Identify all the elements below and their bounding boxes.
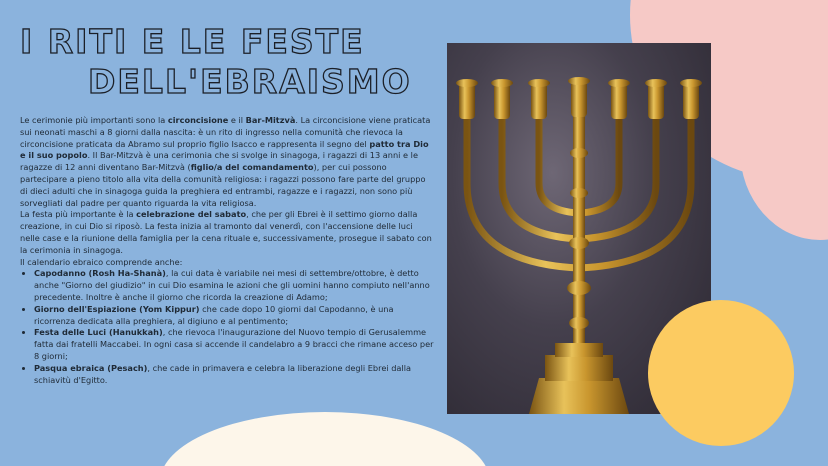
list-item <box>34 363 435 387</box>
decorative-cream-blob <box>160 412 490 466</box>
text-run: , che per gli Ebrei è il settimo giorno dalla creazione, in cui Dio si riposò. La festa inizia al tramonto dal venerdì, con l'accensione delle luci nelle case e la riunione della famiglia per la cena rituale e, successivamente, prosegue il sabato con la cerimonia in sinagoga. <box>20 209 432 255</box>
text-run: . La circoncisione viene praticata sui neonati maschi a 8 giorni dalla nascita: è un rito di ingresso nella comunità che rievoca la circoncisione praticata da Abramo sul proprio figlio Isacco e rappresenta il segno del <box>20 115 431 149</box>
bold-circoncisione: circoncisione <box>167 115 229 125</box>
feast-text: che cade dopo 10 giorni dal Capodanno, è una ricorrenza dedicata alla preghiera, al digiuno e al pentimento; <box>34 303 394 326</box>
bold-sabato: celebrazione del sabato <box>136 209 247 220</box>
text-run: e il <box>228 115 246 125</box>
page-title <box>20 22 412 102</box>
title-line-1: I RITI E LE FESTE <box>20 22 365 61</box>
text-run: . Il Bar-Mitzvà è una cerimonia che si svolge in sinagoga, i ragazzi di 13 anni e le ragazze di 12 anni diventano Bar-Mitzvà ( <box>20 150 418 173</box>
sabato-paragraph <box>20 209 435 256</box>
feast-name: Festa delle Luci (Hanukkah) <box>34 327 163 338</box>
bold-patto: patto tra Dio e il suo popolo <box>20 138 429 161</box>
bold-figlio-comandamento: figlio/a del comandamento <box>190 162 314 173</box>
decorative-yellow-blob <box>648 300 794 446</box>
body-text <box>20 115 435 386</box>
text-run: Le cerimonie più importanti sono la <box>20 115 168 125</box>
feast-text: , la cui data è variabile nei mesi di settembre/ottobre, è detto anche "Giorno del giudizio" in cui Dio esamina le azioni che gli uomini hanno compiuto nell'anno precedente. Inoltre è anche il giorno che ricorda la creazione di Adamo; <box>34 268 430 302</box>
feast-name: Capodanno (Rosh Ha-Shanà) <box>34 268 166 279</box>
feast-text: , che rievoca l'inaugurazione del Nuovo tempio di Gerusalemme fatta dai fratelli Maccabei. In ogni casa si accende il candelabro a 9 bracci che rimane acceso per 8 giorni; <box>34 327 434 361</box>
bold-bar-mitzva: Bar-Mitzvà <box>245 115 296 125</box>
list-item <box>34 304 435 328</box>
text-run: La festa più importante è la <box>20 209 137 220</box>
list-item <box>34 268 435 303</box>
calendar-intro: Il calendario ebraico comprende anche: <box>20 256 183 267</box>
feast-name: Giorno dell'Espiazione (Yom Kippur) <box>34 303 200 314</box>
feast-list <box>20 268 435 386</box>
text-run: ), per cui possono partecipare a pieno titolo alla vita della comunità religiosa: i ragazzi possono fare parte del gruppo di dieci adulti che in sinagoga guida la preghiera ed entrambi, ragazze e i ragazzi, non sono più sorvegliati dal padre per quanto riguarda la vita religiosa. <box>20 162 426 208</box>
feast-name: Pasqua ebraica (Pesach) <box>34 362 148 373</box>
intro-paragraph <box>20 115 435 209</box>
list-item <box>34 327 435 362</box>
feast-text: , che cade in primavera e celebra la liberazione degli Ebrei dalla schiavitù d'Egitto. <box>34 362 412 385</box>
title-line-2: DELL'EBRAISMO <box>88 62 412 101</box>
